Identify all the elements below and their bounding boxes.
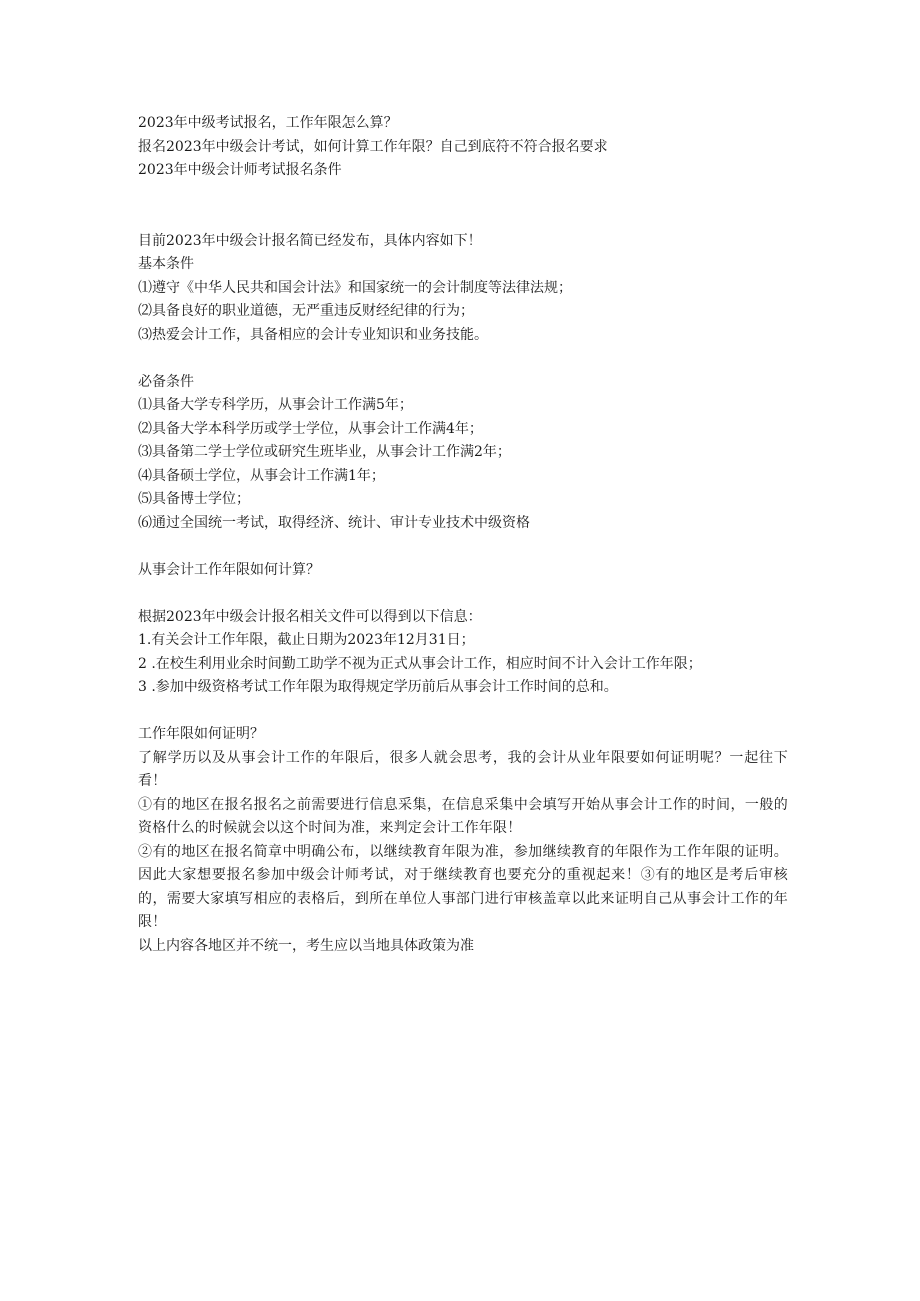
calc-item: 3 .参加中级资格考试工作年限为取得规定学历前后从事会计工作时间的总和。 [138,679,618,695]
required-condition-item: ⑵具备大学本科学历或学士学位，从事会计工作满4年； [138,420,483,437]
required-condition-item: ⑹通过全国统一考试，取得经济、统计、审计专业技术中级资格 [138,514,530,531]
calc-item: 2 .在校生利用业余时间勤工助学不视为正式从事会计工作，相应时间不计入会计工作年限； [138,655,702,672]
basic-conditions-heading: 基本条件 [138,256,194,272]
spacer [138,347,788,371]
title-line-3: 2023年中级会计师考试报名条件 [138,162,342,178]
proof-paragraph-3: ②有的地区在报名简章中明确公布，以继续教育年限为准，参加继续教育的年限作为工作年限的证明。因此大家想要报名参加中级会计师考试，对于继续教育也要充分的重视起来！③有的地区是考后审核的，需要大家填写相应的表格后，到所在单位人事部门进行审核盖章以此来证明自己从事会计工作的年限！ [138,843,788,930]
spacer [138,183,788,230]
required-condition-item: ⑷具备硕士学位，从事会计工作满1年； [138,467,385,484]
spacer [138,700,788,724]
basic-condition-item: ⑴遵守《中华人民共和国会计法》和国家统一的会计制度等法律法规； [138,279,572,296]
proof-heading: 工作年限如何证明？ [138,726,264,742]
intro-text: 目前2023年中级会计报名简已经发布，具体内容如下！ [138,232,482,249]
required-condition-item: ⑴具备大学专科学历，从事会计工作满5年； [138,397,413,413]
basic-condition-item: ⑶热爱会计工作，具备相应的会计专业知识和业务技能。 [138,326,488,343]
spacer [138,535,788,559]
calc-item: 1.有关会计工作年限，截止日期为2023年12月31日； [138,632,475,648]
required-condition-item: ⑶具备第二学士学位或研究生班毕业，从事会计工作满2年； [138,444,511,460]
spacer [138,582,788,606]
proof-paragraph-1: 了解学历以及从事会计工作的年限后，很多人就会思考，我的会计从业年限要如何证明呢？一起往下看！ [138,749,788,789]
calc-heading: 从事会计工作年限如何计算？ [138,561,320,578]
closing-note: 以上内容各地区并不统一，考生应以当地具体政策为准 [138,937,474,954]
required-conditions-heading: 必备条件 [138,373,194,390]
calc-lead: 根据2023年中级会计报名相关文件可以得到以下信息： [138,608,482,625]
required-condition-item: ⑸具备博士学位； [138,491,250,507]
title-line-1: 2023年中级考试报名，工作年限怎么算？ [138,115,398,131]
proof-paragraph-2: ①有的地区在报名报名之前需要进行信息采集，在信息采集中会填写开始从事会计工作的时间，一般的资格什么的时候就会以这个时间为准，来判定会计工作年限！ [138,796,788,836]
basic-condition-item: ⑵具备良好的职业道德，无严重违反财经纪律的行为； [138,303,474,319]
document-page [138,112,788,958]
title-line-2: 报名2023年中级会计考试，如何计算工作年限？自己到底符不符合报名要求 [138,138,608,155]
